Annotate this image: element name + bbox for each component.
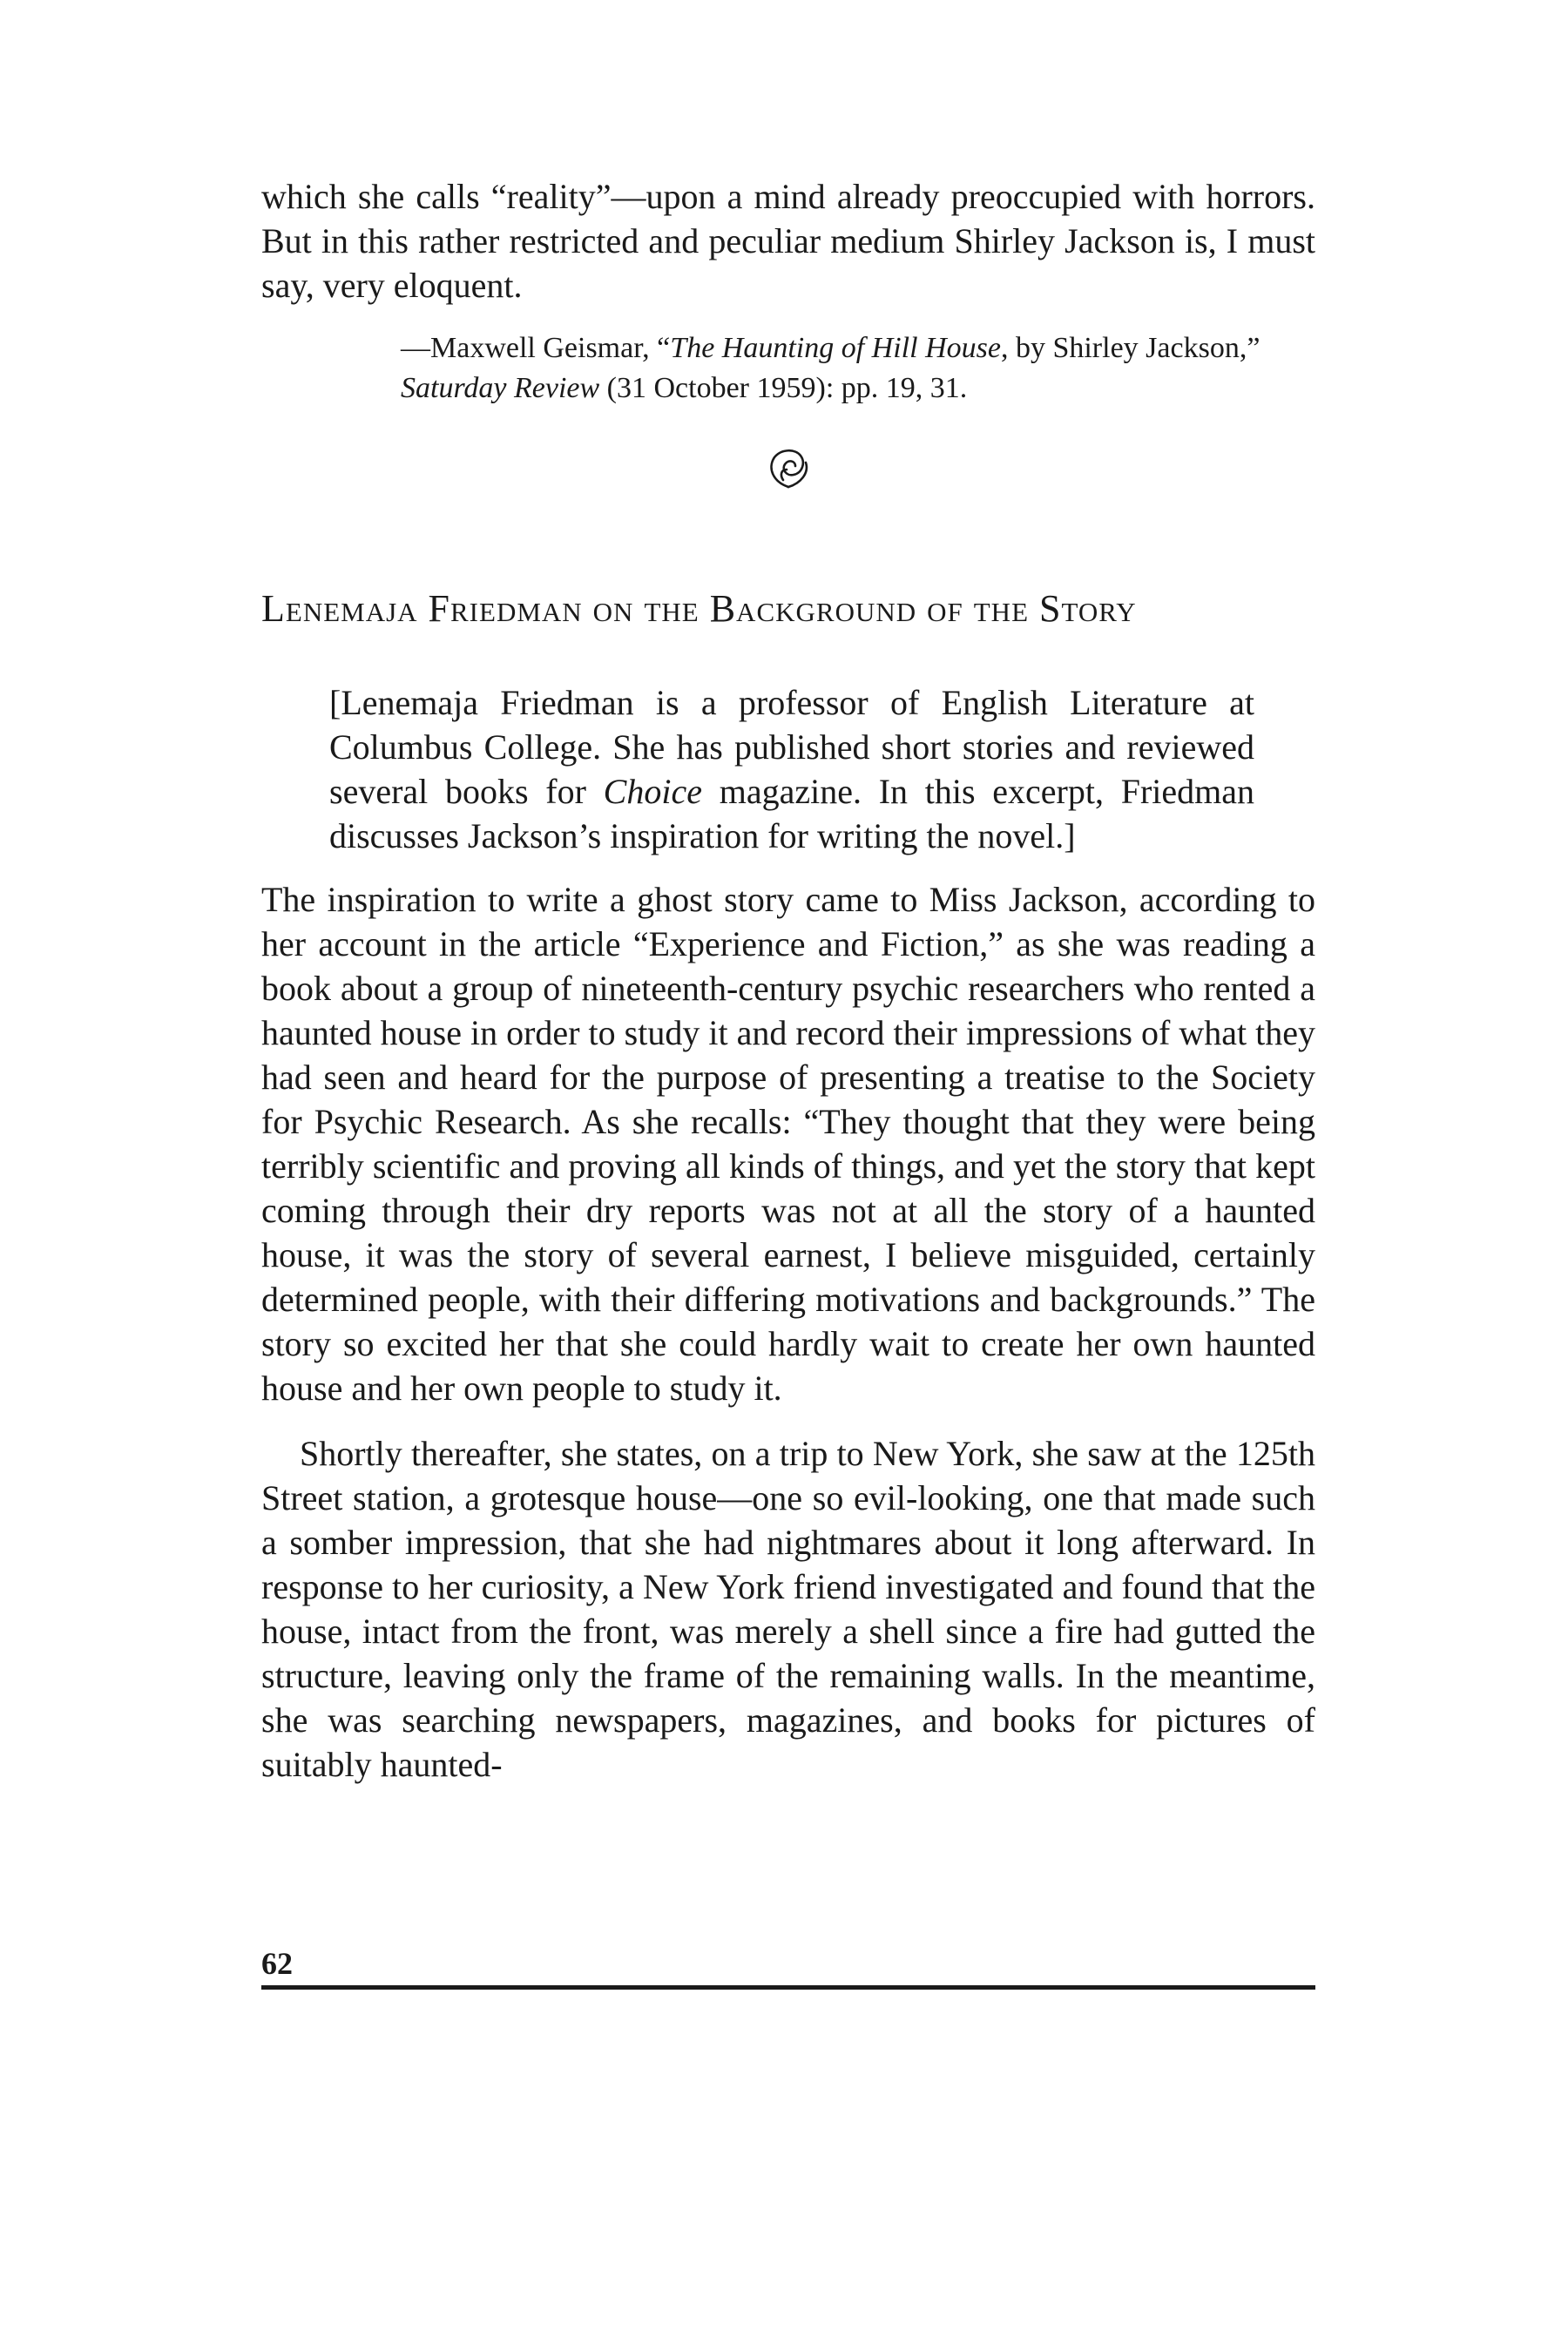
- intro-magazine-title: Choice: [603, 772, 702, 811]
- page-footer: [261, 1945, 1315, 1990]
- excerpt-citation: [401, 328, 1315, 409]
- section-heading: Lenemaja Friedman on the Background of the Story: [261, 587, 1137, 630]
- fleuron-ornament-icon: [764, 481, 813, 496]
- section-divider: [261, 443, 1315, 496]
- citation-journal: Saturday Review: [401, 372, 600, 404]
- body-paragraph-1: The inspiration to write a ghost story came to Miss Jackson, according to her account in the article “Experience and Fiction,” as she was reading a book about a group of nineteenth-century psychic researchers who rented a haunted house in order to study it and record their impressions of what they had seen and heard for the purpose of presenting a treatise to the Society for Psychic Research. As she recalls: “They thought that they were being terribly scientific and proving all kinds of things, and yet the story that kept coming through their dry reports was not at all the story of a haunted house, it was the story of several earnest, I believe misguided, certainly determined people, with their differing motivations and backgrounds.” The story so excited her that she could hardly wait to create her own haunted house and her own people to study it.: [261, 880, 1315, 1408]
- previous-excerpt-text: which she calls “reality”—upon a mind already preoccupied with horrors. But in this rather restricted and peculiar medium Shirley Jackson is, I must say, very eloquent.: [261, 177, 1315, 305]
- page-body: [261, 174, 1315, 1787]
- page-number: 62: [261, 1946, 293, 1981]
- citation-book-title: The Haunting of Hill House: [670, 332, 1001, 364]
- body-paragraph-2: Shortly thereafter, she states, on a trip to New York, she saw at the 125th Street station, a grotesque house—one so evil-looking, one that made such a somber impression, that she had nightmares about it long afterward. In response to her curiosity, a New York friend investigated and found that the house, intact from the front, was merely a shell since a fire had gutted the structure, leaving only the frame of the remaining walls. In the meantime, she was searching newspapers, magazines, and books for pictures of suitably haunted-: [261, 1434, 1315, 1784]
- footer-rule: [261, 1985, 1315, 1990]
- section-intro: [329, 680, 1254, 858]
- citation-details: (31 October 1959): pp. 19, 31.: [599, 372, 968, 404]
- citation-middle: , by Shirley Jackson,”: [1000, 332, 1260, 364]
- intro-text-before: [Lenemaja Friedman is a professor of English Literature at Columbus College. She has published short stories and reviewed several books for: [329, 683, 1254, 811]
- intro-text-after: magazine. In this excerpt, Friedman discusses Jackson’s inspiration for writing the novel.]: [329, 772, 1254, 855]
- citation-prefix: —Maxwell Geismar, “: [401, 332, 671, 364]
